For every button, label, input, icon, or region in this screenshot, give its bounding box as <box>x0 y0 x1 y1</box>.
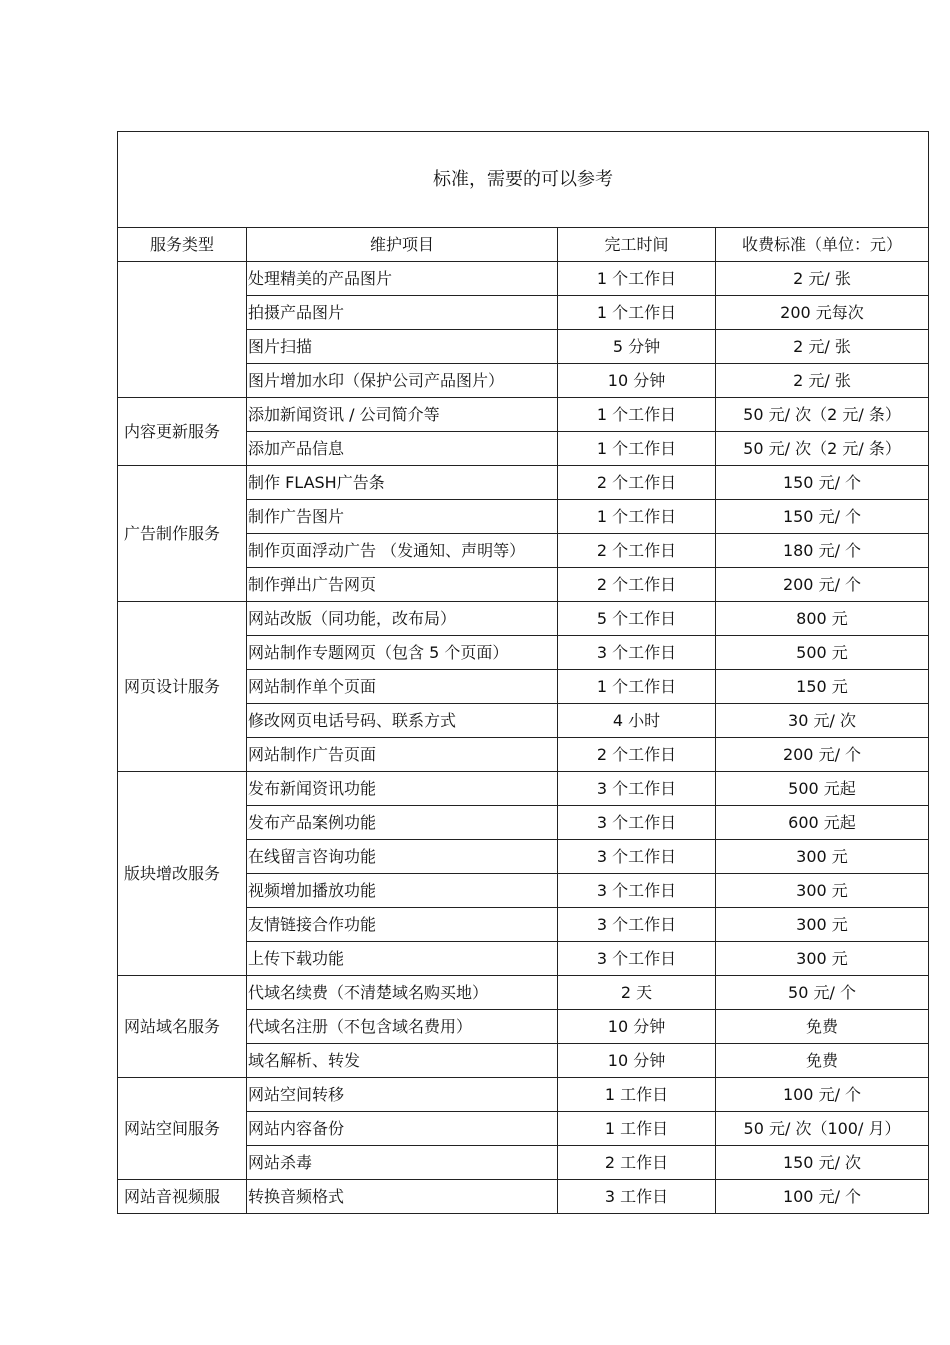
item-cell: 处理精美的产品图片 <box>247 262 558 296</box>
item-cell: 上传下载功能 <box>247 942 558 976</box>
time-cell: 1 个工作日 <box>558 500 716 534</box>
fee-cell: 100 元/ 个 <box>716 1078 929 1112</box>
table-row <box>118 466 929 500</box>
header-row <box>118 228 929 262</box>
item-cell: 转换音频格式 <box>247 1180 558 1214</box>
fee-cell: 50 元/ 次（100/ 月） <box>716 1112 929 1146</box>
header-service-type: 服务类型 <box>118 228 247 262</box>
item-cell: 制作 FLASH广告条 <box>247 466 558 500</box>
category-cell: 网站音视频服 <box>118 1180 247 1214</box>
fee-cell: 300 元 <box>716 874 929 908</box>
fee-cell: 150 元 <box>716 670 929 704</box>
table-row <box>118 602 929 636</box>
time-cell: 3 个工作日 <box>558 772 716 806</box>
table-row <box>118 1078 929 1112</box>
table-row <box>118 1180 929 1214</box>
time-cell: 3 个工作日 <box>558 840 716 874</box>
time-cell: 5 分钟 <box>558 330 716 364</box>
time-cell: 1 工作日 <box>558 1112 716 1146</box>
item-cell: 网站制作单个页面 <box>247 670 558 704</box>
fee-cell: 50 元/ 个 <box>716 976 929 1010</box>
fee-cell: 300 元 <box>716 908 929 942</box>
time-cell: 4 小时 <box>558 704 716 738</box>
fee-cell: 800 元 <box>716 602 929 636</box>
item-cell: 视频增加播放功能 <box>247 874 558 908</box>
time-cell: 3 个工作日 <box>558 636 716 670</box>
item-cell: 添加产品信息 <box>247 432 558 466</box>
table-row <box>118 398 929 432</box>
category-cell: 网站空间服务 <box>118 1078 247 1180</box>
item-cell: 拍摄产品图片 <box>247 296 558 330</box>
item-cell: 代域名续费（不清楚域名购买地） <box>247 976 558 1010</box>
item-cell: 图片增加水印（保护公司产品图片） <box>247 364 558 398</box>
fee-cell: 600 元起 <box>716 806 929 840</box>
item-cell: 制作弹出广告网页 <box>247 568 558 602</box>
item-cell: 在线留言咨询功能 <box>247 840 558 874</box>
item-cell: 发布产品案例功能 <box>247 806 558 840</box>
time-cell: 3 个工作日 <box>558 908 716 942</box>
time-cell: 2 工作日 <box>558 1146 716 1180</box>
fee-cell: 150 元/ 个 <box>716 500 929 534</box>
fee-cell: 180 元/ 个 <box>716 534 929 568</box>
fee-cell: 50 元/ 次（2 元/ 条） <box>716 432 929 466</box>
header-completion-time: 完工时间 <box>558 228 716 262</box>
document-page <box>117 131 928 1214</box>
item-cell: 添加新闻资讯 / 公司简介等 <box>247 398 558 432</box>
time-cell: 2 个工作日 <box>558 568 716 602</box>
fee-cell: 30 元/ 次 <box>716 704 929 738</box>
time-cell: 2 个工作日 <box>558 738 716 772</box>
fee-cell: 200 元/ 个 <box>716 738 929 772</box>
time-cell: 1 个工作日 <box>558 398 716 432</box>
category-cell: 内容更新服务 <box>118 398 247 466</box>
time-cell: 10 分钟 <box>558 364 716 398</box>
table-title: 标准，需要的可以参考 <box>118 132 929 228</box>
fee-cell: 150 元/ 个 <box>716 466 929 500</box>
item-cell: 网站制作广告页面 <box>247 738 558 772</box>
time-cell: 3 工作日 <box>558 1180 716 1214</box>
table-row <box>118 772 929 806</box>
header-fee-standard: 收费标准（单位：元） <box>716 228 929 262</box>
item-cell: 网站空间转移 <box>247 1078 558 1112</box>
time-cell: 1 个工作日 <box>558 262 716 296</box>
fee-cell: 200 元/ 个 <box>716 568 929 602</box>
fee-cell: 2 元/ 张 <box>716 330 929 364</box>
fee-cell: 150 元/ 次 <box>716 1146 929 1180</box>
fee-cell: 2 元/ 张 <box>716 364 929 398</box>
time-cell: 3 个工作日 <box>558 806 716 840</box>
item-cell: 制作页面浮动广告 （发通知、声明等） <box>247 534 558 568</box>
time-cell: 1 工作日 <box>558 1078 716 1112</box>
item-cell: 网站制作专题网页（包含 5 个页面） <box>247 636 558 670</box>
category-cell: 网站域名服务 <box>118 976 247 1078</box>
fee-cell: 300 元 <box>716 840 929 874</box>
fee-cell: 免费 <box>716 1044 929 1078</box>
time-cell: 2 个工作日 <box>558 534 716 568</box>
fee-cell: 500 元起 <box>716 772 929 806</box>
header-maintenance-item: 维护项目 <box>247 228 558 262</box>
category-cell: 版块增改服务 <box>118 772 247 976</box>
time-cell: 5 个工作日 <box>558 602 716 636</box>
fee-cell: 免费 <box>716 1010 929 1044</box>
time-cell: 10 分钟 <box>558 1010 716 1044</box>
time-cell: 1 个工作日 <box>558 432 716 466</box>
time-cell: 1 个工作日 <box>558 296 716 330</box>
time-cell: 1 个工作日 <box>558 670 716 704</box>
item-cell: 修改网页电话号码、联系方式 <box>247 704 558 738</box>
category-cell <box>118 262 247 398</box>
fee-cell: 50 元/ 次（2 元/ 条） <box>716 398 929 432</box>
time-cell: 3 个工作日 <box>558 874 716 908</box>
item-cell: 网站杀毒 <box>247 1146 558 1180</box>
fee-cell: 200 元每次 <box>716 296 929 330</box>
item-cell: 代域名注册（不包含域名费用） <box>247 1010 558 1044</box>
fee-cell: 500 元 <box>716 636 929 670</box>
category-cell: 网页设计服务 <box>118 602 247 772</box>
item-cell: 图片扫描 <box>247 330 558 364</box>
fee-cell: 100 元/ 个 <box>716 1180 929 1214</box>
fee-cell: 2 元/ 张 <box>716 262 929 296</box>
table-row <box>118 976 929 1010</box>
item-cell: 网站内容备份 <box>247 1112 558 1146</box>
table-row <box>118 262 929 296</box>
item-cell: 友情链接合作功能 <box>247 908 558 942</box>
item-cell: 发布新闻资讯功能 <box>247 772 558 806</box>
title-row <box>118 132 929 228</box>
item-cell: 域名解析、转发 <box>247 1044 558 1078</box>
time-cell: 2 个工作日 <box>558 466 716 500</box>
item-cell: 制作广告图片 <box>247 500 558 534</box>
category-cell: 广告制作服务 <box>118 466 247 602</box>
item-cell: 网站改版（同功能，改布局） <box>247 602 558 636</box>
time-cell: 10 分钟 <box>558 1044 716 1078</box>
fee-cell: 300 元 <box>716 942 929 976</box>
time-cell: 3 个工作日 <box>558 942 716 976</box>
time-cell: 2 天 <box>558 976 716 1010</box>
service-price-table <box>117 131 929 1214</box>
